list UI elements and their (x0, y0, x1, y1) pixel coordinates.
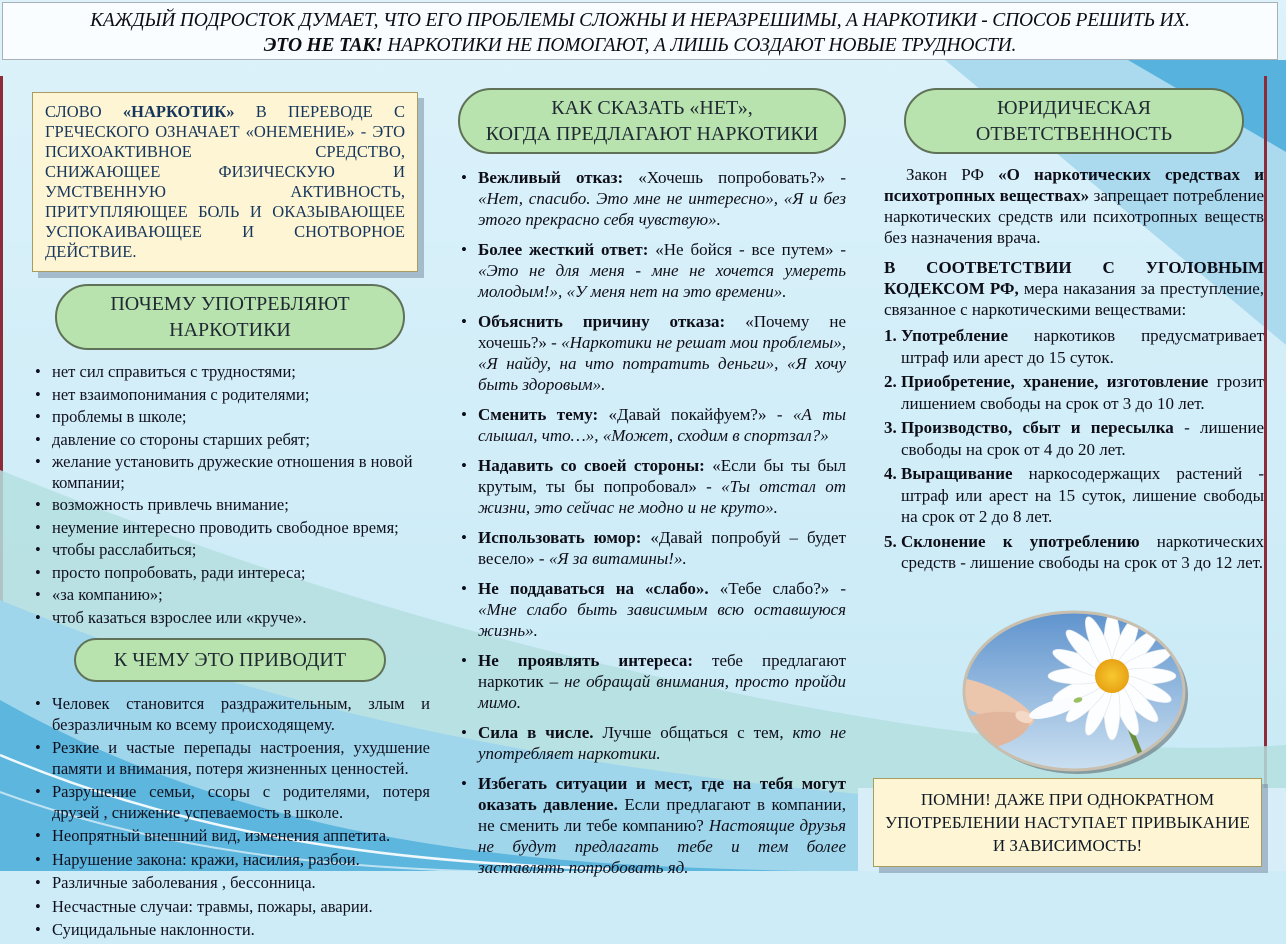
penalty-item (884, 371, 1264, 414)
reminder-box (873, 778, 1262, 867)
middle-column (458, 86, 846, 887)
say-no-item-quote: «Если бы ты был крутым, ты бы попробовал» - (478, 456, 846, 496)
penalty-number: 3. (884, 418, 897, 437)
penalty-number: 2. (884, 372, 897, 391)
say-no-item-quote: Лучше общаться с тем, (602, 723, 793, 742)
say-no-item-quote: «Не бойся - все путем» - (655, 240, 846, 259)
list-item (30, 385, 430, 406)
criminal-code-paragraph (884, 257, 1264, 320)
say-no-header-line2: КОГДА ПРЕДЛАГАЮТ НАРКОТИКИ (485, 123, 819, 145)
say-no-header-line1: КАК СКАЗАТЬ «НЕТ», (551, 97, 753, 119)
why-use-list (30, 362, 430, 628)
say-no-item (458, 722, 846, 764)
list-item-text: Разрушение семьи, ссоры с родителями, потеря друзей , снижение успеваемость в школе. (52, 782, 430, 822)
top-banner (2, 2, 1278, 60)
penalty-lead: Выращивание (901, 464, 1013, 483)
list-item (30, 452, 430, 493)
list-item-text: желание установить дружеские отношения в новой компании; (52, 452, 413, 492)
consequences-list (30, 694, 430, 941)
banner-line-2-bold: ЭТО НЕ ТАК! (263, 35, 383, 56)
say-no-item-quote: «Хочешь попробовать?» - (638, 168, 846, 187)
list-item (30, 920, 430, 941)
list-item (30, 518, 430, 539)
say-no-item (458, 404, 846, 446)
penalty-item (884, 463, 1264, 528)
say-no-item (458, 527, 846, 569)
definition-post: В ПЕРЕВОДЕ С ГРЕЧЕСКОГО ОЗНАЧАЕТ «ОНЕМЕНИЕ» - ЭТО ПСИХОАКТИВНОЕ СРЕДСТВО, СНИЖАЮЩЕЕ ФИЗИЧЕСКУЮ И УМСТВЕННУЮ АКТИВНОСТЬ, ПРИТУПЛЯЮЩЕЕ БОЛЬ И ОКАЗЫВАЮЩЕЕ УСПОКАИВАЮЩЕЕ И СНОТВОРНОЕ ДЕЙСТВИЕ. (45, 102, 406, 261)
law-pre: Закон РФ (906, 165, 999, 184)
penalty-lead: Склонение к употреблению (901, 531, 1140, 551)
say-no-item-lead: Объяснить причину отказа: (478, 312, 746, 331)
legal-header-line1: ЮРИДИЧЕСКАЯ (997, 97, 1151, 119)
why-use-header (55, 284, 405, 350)
daisy-center (1095, 659, 1129, 693)
list-item-text: Различные заболевания , бессонница. (52, 873, 316, 892)
definition-term: «НАРКОТИК» (122, 102, 235, 121)
say-no-item-lead: Более жесткий ответ: (478, 240, 656, 259)
list-item-text: «за компанию»; (52, 585, 163, 604)
penalty-rest: наркотиков предусматривает штраф или арест до 15 суток. (901, 326, 1264, 367)
say-no-item-reply: Настоящие друзья не будут предлагать тебе и тем более заставлять попробовать яд. (478, 816, 847, 877)
penalty-item (884, 325, 1264, 368)
reminder-text: ПОМНИ! ДАЖЕ ПРИ ОДНОКРАТНОМ УПОТРЕБЛЕНИИ НАСТУПАЕТ ПРИВЫКАНИЕ И ЗАВИСИМОСТЬ! (885, 790, 1250, 855)
penalties-list (884, 325, 1264, 574)
penalty-rest: наркотических средств - лишение свободы на срок от 3 до 12 лет. (901, 531, 1265, 572)
why-use-header-line2: НАРКОТИКИ (169, 319, 291, 341)
list-item-text: возможность привлечь внимание; (52, 495, 289, 514)
consequences-header (74, 638, 386, 682)
list-item-text: неумение интересно проводить свободное время; (52, 517, 399, 537)
penalty-number: 5. (884, 531, 897, 551)
say-no-item-lead: Сила в числе. (478, 723, 603, 742)
say-no-list (458, 167, 846, 878)
list-item (30, 608, 430, 629)
legal-header-line2: ОТВЕТСТВЕННОСТЬ (975, 123, 1173, 145)
say-no-item-lead: Не проявлять интереса: (478, 651, 713, 670)
say-no-item-reply: кто не употребляет наркотики. (478, 723, 846, 763)
list-item (30, 585, 430, 606)
banner-line-1: КАЖДЫЙ ПОДРОСТОК ДУМАЕТ, ЧТО ЕГО ПРОБЛЕМЫ СЛОЖНЫ И НЕРАЗРЕШИМЫ, А НАРКОТИКИ - СПОСОБ РЕШИТЬ ИХ. (90, 10, 1190, 31)
penalty-lead: Производство, сбыт и пересылка (901, 418, 1174, 437)
list-item (30, 782, 430, 823)
right-column (884, 86, 1265, 855)
say-no-item-lead: Сменить тему: (478, 405, 609, 424)
say-no-item (458, 455, 846, 518)
penalty-item (884, 417, 1264, 460)
left-column (30, 86, 430, 944)
say-no-item-reply: «Мне слабо быть зависимым всю оставшуюся жизнь». (478, 600, 846, 640)
list-item (30, 850, 430, 871)
list-item (30, 495, 430, 516)
say-no-item (458, 311, 846, 395)
list-item (30, 873, 430, 894)
say-no-item-quote: «Почему не хочешь?» - (478, 312, 846, 352)
penalty-rest: наркосодержащих растений - штраф или арест на 15 суток, лишение свободы на срок от 2 до 8 лет. (901, 464, 1264, 526)
penalty-number: 1. (884, 326, 897, 345)
say-no-item (458, 167, 846, 230)
say-no-item-lead: Использовать юмор: (478, 528, 651, 547)
say-no-item-reply: не обращай внимания, просто пройди мимо. (478, 672, 846, 712)
say-no-item-reply: «Ты отстал от жизни, это сейчас не модно и не круто». (478, 477, 846, 517)
list-item-text: нет сил справиться с трудностями; (52, 362, 296, 381)
say-no-item-quote: «Давай попробуй – будет весело» - (478, 528, 847, 568)
penalty-item (884, 531, 1264, 574)
say-no-item-lead: Надавить со своей стороны: (478, 456, 713, 475)
list-item-text: просто попробовать, ради интереса; (52, 562, 306, 582)
criminal-code-lead: В СООТВЕТСТВИИ С УГОЛОВНЫМ КОДЕКСОМ РФ, (884, 258, 1264, 298)
list-item-text: проблемы в школе; (52, 407, 187, 426)
list-item (30, 563, 430, 584)
list-item-text: Человек становится раздражительным, злым и безразличным ко всему происходящему. (52, 694, 430, 734)
list-item-text: чтоб казаться взрослее или «круче». (52, 607, 307, 627)
list-item-text: Неопрятный внешний вид, изменения аппетита. (52, 826, 391, 845)
law-title: «О наркотических средствах и психотропных веществах» (884, 165, 1265, 205)
say-no-item-reply: «А ты слышал, что…», «Может, сходим в спортзал?» (478, 405, 846, 445)
penalty-number: 4. (884, 464, 897, 483)
say-no-item (458, 650, 846, 713)
list-item (30, 362, 430, 383)
list-item (30, 738, 430, 779)
list-item-text: нет взаимопонимания с родителями; (52, 384, 310, 404)
say-no-header (458, 88, 846, 154)
list-item-text: давление со стороны старших ребят; (52, 429, 310, 449)
list-item (30, 407, 430, 428)
say-no-item-reply: «Нет, спасибо. Это мне не интересно», «Я и без этого прекрасно себя чувствую». (478, 189, 846, 229)
say-no-item (458, 239, 846, 302)
consequences-header-text: К ЧЕМУ ЭТО ПРИВОДИТ (113, 649, 347, 671)
list-item (30, 694, 430, 735)
penalty-lead: Употребление (901, 326, 1009, 345)
say-no-item-reply: «Я за витамины!». (548, 549, 687, 568)
penalty-rest: грозит лишением свободы на срок от 3 до 10 лет. (901, 372, 1264, 413)
say-no-item-reply: «Это не для меня - мне не хочется умереть молодым!», «У меня нет на это времени». (478, 261, 846, 301)
say-no-item-quote: «Давай покайфуем?» - (608, 405, 793, 424)
list-item (30, 430, 430, 451)
list-item (30, 540, 430, 561)
definition-pre: СЛОВО (45, 102, 123, 121)
say-no-item-quote: тебе предлагают наркотик – (478, 651, 846, 691)
law-post: запрещает потребление наркотических средств или психотропных веществ без назначения врача. (884, 186, 1265, 247)
say-no-item-reply: «Наркотики не решат мои проблемы», «Я найду, на что потратить деньги», «Я хочу быть здоровым». (478, 333, 846, 394)
list-item-text: Несчастные случаи: травмы, пожары, аварии. (52, 896, 373, 916)
list-item-text: Резкие и частые перепады настроения, ухудшение памяти и внимания, потеря жизненных ценностей. (52, 738, 430, 778)
say-no-item (458, 773, 846, 878)
definition-box (32, 92, 418, 272)
banner-line-2 (3, 33, 1277, 58)
legal-header (904, 88, 1244, 154)
say-no-item-lead: Вежливый отказ: (478, 168, 639, 187)
why-use-header-line1: ПОЧЕМУ УПОТРЕБЛЯЮТ (110, 293, 350, 315)
say-no-item (458, 578, 846, 641)
penalty-lead: Приобретение, хранение, изготовление (901, 372, 1209, 391)
penalty-rest: - лишение свободы на срок от 4 до 20 лет. (901, 418, 1264, 459)
list-item (30, 897, 430, 918)
daisy-photo (962, 610, 1188, 776)
say-no-item-lead: Не поддаваться на «слабо». (478, 579, 720, 598)
banner-line-2-rest: НАРКОТИКИ НЕ ПОМОГАЮТ, А ЛИШЬ СОЗДАЮТ НОВЫЕ ТРУДНОСТИ. (382, 35, 1017, 56)
list-item-text: Суицидальные наклонности. (52, 920, 255, 939)
law-paragraph (884, 164, 1264, 248)
criminal-code-rest: мера наказания за преступление, связанное с наркотическими веществами: (884, 279, 1264, 319)
list-item-text: Нарушение закона: кражи, насилия, разбои. (52, 849, 360, 869)
list-item (30, 826, 430, 847)
list-item-text: чтобы расслабиться; (52, 540, 197, 559)
say-no-item-lead: Избегать ситуации и мест, где на тебя могут оказать давление. (478, 774, 846, 814)
say-no-item-quote: Если предлагают в компании, не сменить ли тебе компанию? (478, 795, 847, 835)
say-no-item-quote: «Тебе слабо?» - (719, 579, 846, 598)
